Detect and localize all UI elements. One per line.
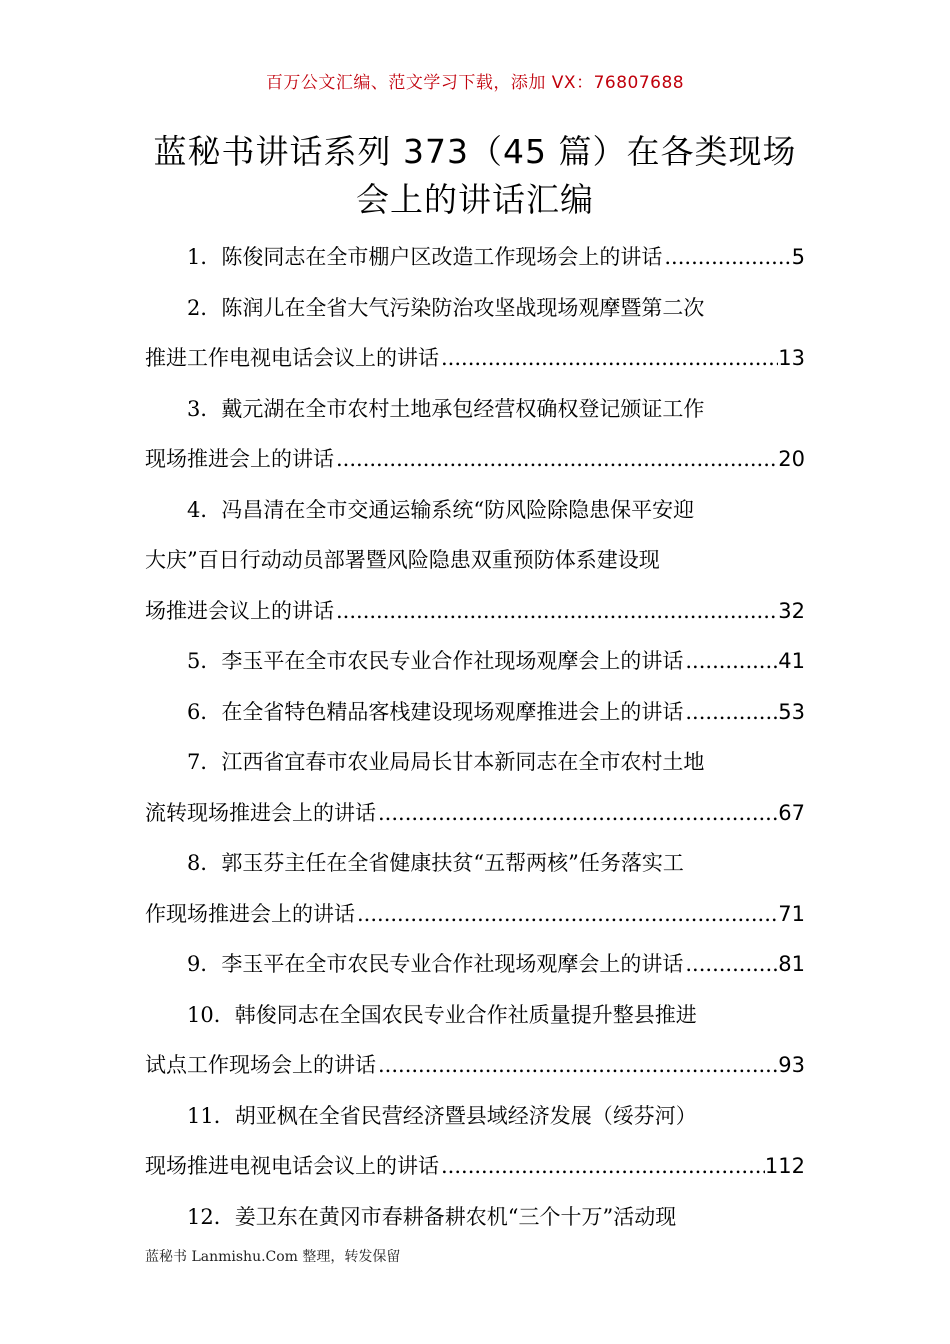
dot-leader [439,333,778,384]
toc-item-number: 6． [187,699,222,724]
toc-item-2-cont[interactable] [145,333,805,384]
toc-item-10-cont[interactable] [145,1040,805,1091]
toc-item-number: 12． [187,1204,235,1229]
toc-item-title-cont: 推进工作电视电话会议上的讲话 [145,346,439,370]
toc-item-title: 姜卫东在黄冈市春耕备耕农机“三个十万”活动现 [234,1204,677,1229]
toc-item-12[interactable] [145,1192,805,1243]
toc-item-title: 李玉平在全市农民专业合作社现场观摩会上的讲话 [221,649,684,673]
toc-item-title: 韩俊同志在全国农民专业合作社质量提升整县推进 [234,1002,697,1027]
toc-item-title: 胡亚枫在全省民营经济暨县域经济发展（绥芬河） [234,1103,697,1128]
toc-item-11[interactable] [145,1091,805,1142]
footer-watermark: 蓝秘书 Lanmishu.Com 整理，转发保留 [145,1249,401,1265]
toc-item-4-cont[interactable] [145,535,805,586]
dot-leader [334,434,778,485]
toc-item-number: 7． [187,750,222,774]
toc-item-title: 江西省宜春市农业局局长甘本新同志在全市农村土地 [221,750,705,774]
title-line-1: 蓝秘书讲话系列 373（45 篇）在各类现场 [153,132,797,171]
toc-item-title-cont: 流转现场推进会上的讲话 [145,800,376,825]
toc-item-title-cont: 大庆”百日行动动员部署暨风险隐患双重预防体系建设现 [145,548,660,572]
header-ad-text: 百万公文汇编、范文学习下载，添加 VX：76807688 [265,73,685,93]
toc-item-title: 陈俊同志在全市棚户区改造工作现场会上的讲话 [221,245,663,269]
table-of-contents [145,232,805,1242]
toc-item-7-cont[interactable] [145,788,805,839]
toc-item-title-cont: 现场推进会上的讲话 [145,447,334,471]
document-title [120,128,830,224]
toc-item-2[interactable] [145,283,805,334]
toc-item-title: 陈润儿在全省大气污染防治攻坚战现场观摩暨第二次 [221,295,705,320]
toc-item-5[interactable] [145,636,805,687]
toc-item-number: 9． [187,952,222,976]
toc-page-number: 81 [778,952,805,976]
toc-item-title: 冯昌清在全市交通运输系统“防风险除隐患保平安迎 [221,497,695,522]
toc-page-number: 13 [778,346,805,370]
toc-page-number: 67 [778,800,805,825]
toc-item-number: 3． [187,396,222,421]
toc-item-1[interactable] [145,232,805,283]
title-line-2: 会上的讲话汇编 [356,180,594,219]
toc-item-title-cont: 现场推进电视电话会议上的讲话 [145,1154,439,1178]
toc-page-number: 41 [778,649,805,673]
toc-item-number: 10． [187,1002,235,1027]
toc-page-number: 20 [778,447,805,471]
toc-item-title-cont: 试点工作现场会上的讲话 [145,1053,376,1077]
dot-leader [683,636,778,687]
dot-leader [355,889,778,940]
toc-page-number: 71 [778,901,805,926]
dot-leader [439,1141,765,1192]
toc-item-number: 8． [187,851,222,875]
toc-item-number: 2． [187,295,222,320]
toc-item-7[interactable] [145,737,805,788]
toc-page-number: 5 [791,245,805,269]
toc-page-number: 32 [778,598,805,623]
toc-item-4-cont2[interactable] [145,586,805,637]
dot-leader [683,939,778,990]
toc-item-11-cont[interactable] [145,1141,805,1192]
toc-item-title: 在全省特色精品客栈建设现场观摩推进会上的讲话 [221,699,684,724]
toc-item-10[interactable] [145,990,805,1041]
dot-leader [376,788,778,839]
toc-item-8[interactable] [145,838,805,889]
toc-item-number: 11． [187,1103,235,1128]
toc-item-number: 5． [187,649,222,673]
toc-item-8-cont[interactable] [145,889,805,940]
toc-item-number: 4． [187,497,222,522]
toc-item-6[interactable] [145,687,805,738]
toc-page-number: 53 [778,699,805,724]
toc-item-4[interactable] [145,485,805,536]
toc-item-number: 1． [187,245,222,269]
toc-item-9[interactable] [145,939,805,990]
toc-page-number: 112 [764,1154,805,1178]
toc-item-3[interactable] [145,384,805,435]
toc-item-title: 郭玉芬主任在全省健康扶贫“五帮两核”任务落实工 [221,851,684,875]
dot-leader [376,1040,778,1091]
toc-page-number: 93 [778,1053,805,1077]
toc-item-title: 戴元湖在全市农村土地承包经营权确权登记颁证工作 [221,396,705,421]
dot-leader [662,232,791,283]
dot-leader [334,586,778,637]
toc-item-title-cont: 作现场推进会上的讲话 [145,901,355,926]
dot-leader [683,687,778,738]
toc-item-title: 李玉平在全市农民专业合作社现场观摩会上的讲话 [221,952,684,976]
toc-item-3-cont[interactable] [145,434,805,485]
toc-item-title-cont: 场推进会议上的讲话 [145,598,334,623]
